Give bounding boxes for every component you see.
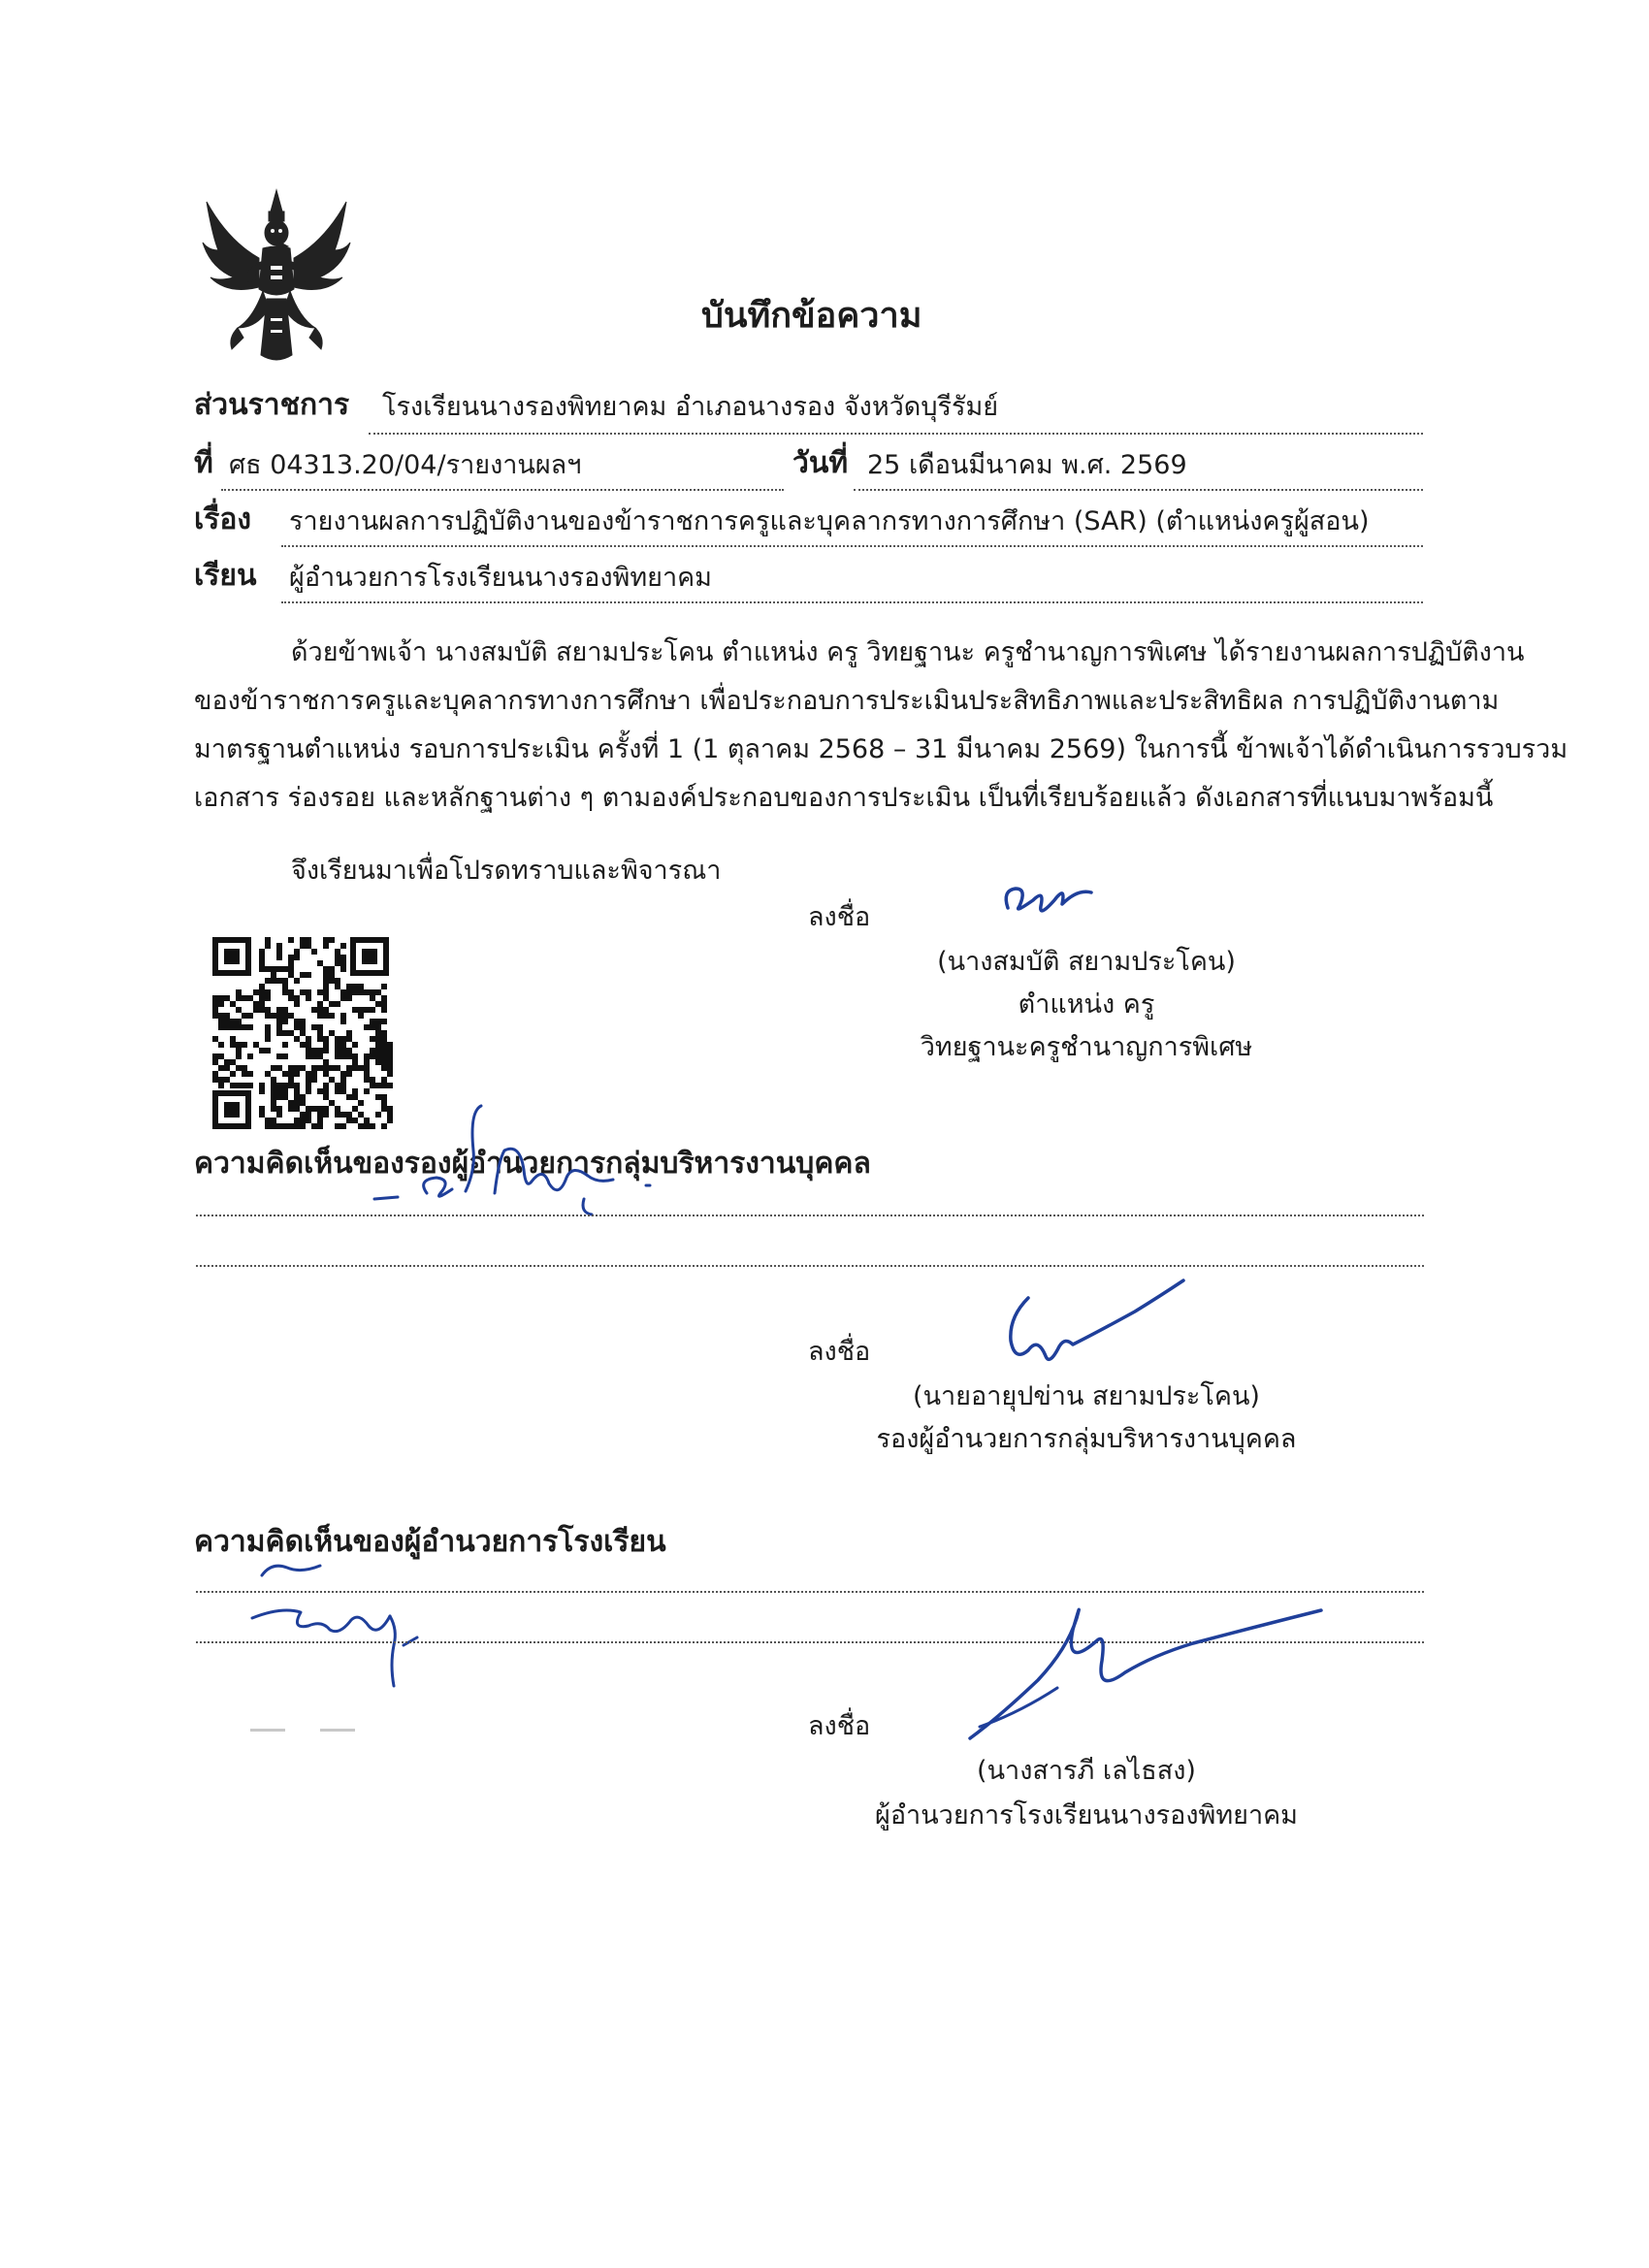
closing-line: จึงเรียนมาเพื่อโปรดทราบและพิจารณา [291,856,722,886]
agency-value: โรงเรียนนางรองพิทยาคม อำเภอนางรอง จังหวัดบุรีรัมย์ [382,392,999,422]
opinion1-name: (นายอายุปข่าน สยามประโคน) [913,1381,1260,1411]
body-line: เอกสาร ร่องรอย และหลักฐานต่าง ๆ ตามองค์ประกอบของการประเมิน เป็นที่เรียบร้อยแล้ว ดังเอกสารที่แนบมาพร้อมนี้ [194,783,1494,813]
to-label: เรียน [194,559,257,593]
opinion1-heading: ความคิดเห็นของรองผู้อำนวยการกลุ่มบริหารงานบุคคล [194,1147,871,1181]
opinion2-position: ผู้อำนวยการโรงเรียนนางรองพิทยาคม [875,1800,1298,1831]
subject-value: รายงานผลการปฏิบัติงานของข้าราชการครูและบุคลากรทางการศึกษา (SAR) (ตำแหน่งครูผู้สอน) [289,506,1370,536]
opinion1-line-2 [196,1265,1424,1267]
signer1-sign-label: ลงชื่อ [808,902,871,932]
date-value: 25 เดือนมีนาคม พ.ศ. 2569 [867,450,1187,480]
opinion2-heading: ความคิดเห็นของผู้อำนวยการโรงเรียน [194,1525,666,1559]
opinion2-signature-icon [960,1571,1329,1746]
body-line: มาตรฐานตำแหน่ง รอบการประเมิน ครั้งที่ 1 (1 ตุลาคม 2568 – 31 มีนาคม 2569) ในการนี้ ข้าพเจ้าได้ดำเนินการรวบรวม [194,734,1568,764]
signer1-rank: วิทยฐานะครูชำนาญการพิเศษ [920,1032,1253,1062]
garuda-emblem-icon [199,182,354,367]
opinion2-sign-label: ลงชื่อ [808,1711,871,1741]
date-label: วันที่ [792,446,849,480]
ref-underline [221,489,784,491]
subject-underline [281,545,1423,547]
opinion2-name: (นางสารภี เลไธสง) [977,1756,1196,1786]
opinion1-signature-icon [989,1269,1193,1376]
body-line: ของข้าราชการครูและบุคลากรทางการศึกษา เพื่อประกอบการประเมินประสิทธิภาพและประสิทธิผล การปฏิบัติงานตาม [194,686,1500,716]
subject-label: เรื่อง [194,502,252,536]
agency-underline [369,433,1423,435]
opinion1-handwritten-note-icon [359,1092,689,1228]
opinion1-sign-label: ลงชื่อ [808,1337,871,1367]
ref-label: ที่ [194,446,213,480]
to-value: ผู้อำนวยการโรงเรียนนางรองพิทยาคม [289,563,712,593]
opinion1-line-1 [196,1215,1424,1216]
to-underline [281,601,1423,603]
signer1-name: (นางสมบัติ สยามประโคน) [937,947,1236,977]
memo-title: บันทึกข้อความ [701,296,922,336]
signer1-position: ตำแหน่ง ครู [1018,989,1155,1020]
faint-mark [250,1729,285,1732]
opinion2-handwritten-note-icon [223,1548,436,1694]
body-paragraph [194,629,1568,823]
date-underline [854,489,1423,491]
opinion1-position: รองผู้อำนวยการกลุ่มบริหารงานบุคคล [876,1424,1297,1454]
ref-value: ศธ 04313.20/04/รายงานผลฯ [229,450,582,480]
signer1-signature-icon [994,871,1111,929]
faint-mark [320,1729,355,1732]
agency-label: ส่วนราชการ [194,388,350,422]
body-line: ด้วยข้าพเจ้า นางสมบัติ สยามประโคน ตำแหน่ง ครู วิทยฐานะ ครูชำนาญการพิเศษ ได้รายงานผลการปฏิบัติงาน [291,637,1525,667]
